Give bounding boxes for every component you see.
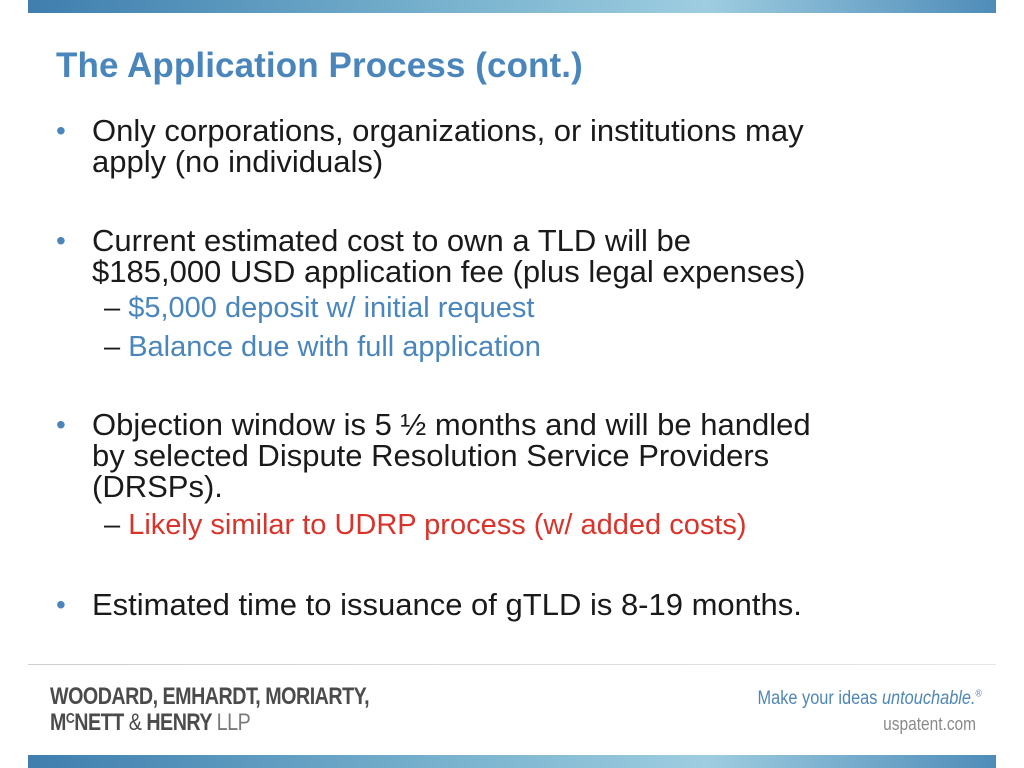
- firm-logo-line1: WOODARD, EMHARDT, MORIARTY,: [50, 683, 370, 710]
- slide-title: The Application Process (cont.): [56, 46, 583, 85]
- bullet-line: apply (no individuals): [92, 144, 384, 179]
- bullet-line: $185,000 USD application fee (plus legal expenses): [92, 254, 806, 289]
- bullet-line: Objection window is 5 ½ months and will be handled: [92, 407, 811, 442]
- registered-mark: ®: [975, 688, 982, 700]
- logo-nett: NETT: [74, 709, 124, 736]
- bullet-text: [92, 409, 966, 502]
- bullet-text: [92, 225, 966, 287]
- sub-bullet-dash: –: [104, 509, 121, 541]
- logo-ampersand: &: [128, 709, 142, 736]
- bottom-accent-bar: [28, 755, 996, 768]
- bullet-line: Current estimated cost to own a TLD will be: [92, 223, 692, 258]
- bullet-item: [56, 225, 966, 287]
- bullet-line: by selected Dispute Resolution Service Providers: [92, 438, 770, 473]
- bullet-item: [56, 589, 966, 620]
- bullet-item: [56, 409, 966, 502]
- sub-bullet: [104, 292, 964, 324]
- bullet-marker: •: [56, 115, 66, 146]
- bullet-marker: •: [56, 589, 66, 620]
- bullet-item: [56, 115, 966, 177]
- firm-logo-line2: [50, 709, 250, 737]
- sub-bullet: [104, 331, 964, 363]
- tagline-prefix: Make your ideas: [757, 688, 878, 709]
- website-link[interactable]: uspatent.com: [883, 714, 976, 734]
- sub-bullet-text: Balance due with full application: [128, 331, 541, 363]
- bullet-marker: •: [56, 409, 66, 440]
- sub-bullet-dash: –: [104, 331, 121, 363]
- logo-m: M: [50, 709, 66, 736]
- logo-llp: LLP: [216, 709, 251, 736]
- bullet-text: [92, 115, 966, 177]
- sub-bullet-dash: –: [104, 292, 121, 324]
- tagline: [758, 688, 982, 710]
- top-accent-bar: [28, 0, 996, 13]
- bullet-marker: •: [56, 225, 66, 256]
- footer-divider: [28, 664, 996, 665]
- bullet-line: Only corporations, organizations, or institutions may: [92, 113, 804, 148]
- logo-superscript-c: C: [65, 710, 75, 727]
- bullet-line: Estimated time to issuance of gTLD is 8-19 months.: [92, 587, 802, 622]
- logo-henry: HENRY: [146, 709, 212, 736]
- sub-bullet-text: Likely similar to UDRP process (w/ added costs): [128, 509, 747, 541]
- bullet-text: [92, 589, 966, 620]
- sub-bullet-text: $5,000 deposit w/ initial request: [128, 292, 535, 324]
- sub-bullet: [104, 509, 964, 541]
- tagline-emphasis: untouchable.: [882, 688, 976, 709]
- bullet-line: (DRSPs).: [92, 469, 223, 504]
